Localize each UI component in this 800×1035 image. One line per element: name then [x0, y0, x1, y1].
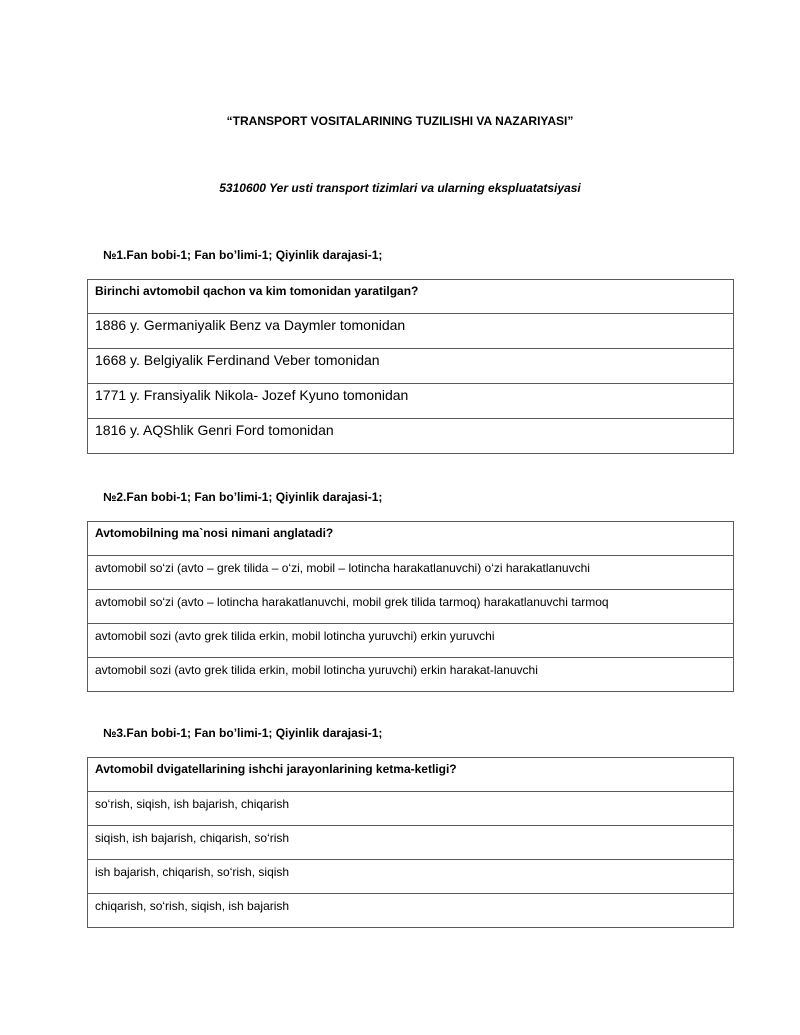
answer-option: avtomobil sozi (avto grek tilida erkin, mobil lotincha yuruvchi) erkin yuruvchi: [88, 624, 734, 658]
answer-option: avtomobil sozi (avto grek tilida erkin, mobil lotincha yuruvchi) erkin harakat-lanuvchi: [88, 658, 734, 692]
answer-option: 1771 y. Fransiyalik Nikola- Jozef Kyuno tomonidan: [88, 384, 734, 419]
question-text: Avtomobilning ma`nosi nimani anglatadi?: [88, 522, 734, 556]
question-text: Avtomobil dvigatellarining ishchi jarayonlarining ketma-ketligi?: [88, 758, 734, 792]
document-title: “TRANSPORT VOSITALARINING TUZILISHI VA NAZARIYASI”: [226, 114, 574, 128]
document-subtitle: 5310600 Yer usti transport tizimlari va ularning ekspluatatsiyasi: [219, 181, 581, 195]
question-table-1: [87, 279, 734, 454]
question-header-2: №2.Fan bobi-1; Fan bo’limi-1; Qiyinlik darajasi-1;: [103, 490, 383, 504]
question-header-1: №1.Fan bobi-1; Fan bo’limi-1; Qiyinlik darajasi-1;: [103, 248, 383, 262]
question-header-3: №3.Fan bobi-1; Fan bo’limi-1; Qiyinlik darajasi-1;: [103, 726, 383, 740]
answer-option: avtomobil so‘zi (avto – grek tilida – o‘zi, mobil – lotincha harakatlanuvchi) o‘zi harakatlanuvchi: [88, 556, 734, 590]
question-table-3: [87, 757, 734, 928]
question-text: Birinchi avtomobil qachon va kim tomonidan yaratilgan?: [88, 280, 734, 314]
answer-option: 1816 y. AQShlik Genri Ford tomonidan: [88, 419, 734, 454]
answer-option: chiqarish, so‘rish, siqish, ish bajarish: [88, 894, 734, 928]
answer-option: ish bajarish, chiqarish, so‘rish, siqish: [88, 860, 734, 894]
answer-option: so‘rish, siqish, ish bajarish, chiqarish: [88, 792, 734, 826]
question-table-2: [87, 521, 734, 692]
answer-option: avtomobil so‘zi (avto – lotincha harakatlanuvchi, mobil grek tilida tarmoq) harakatlanuvchi tarmoq: [88, 590, 734, 624]
answer-option: siqish, ish bajarish, chiqarish, so‘rish: [88, 826, 734, 860]
answer-option: 1886 y. Germaniyalik Benz va Daymler tomonidan: [88, 314, 734, 349]
answer-option: 1668 y. Belgiyalik Ferdinand Veber tomonidan: [88, 349, 734, 384]
